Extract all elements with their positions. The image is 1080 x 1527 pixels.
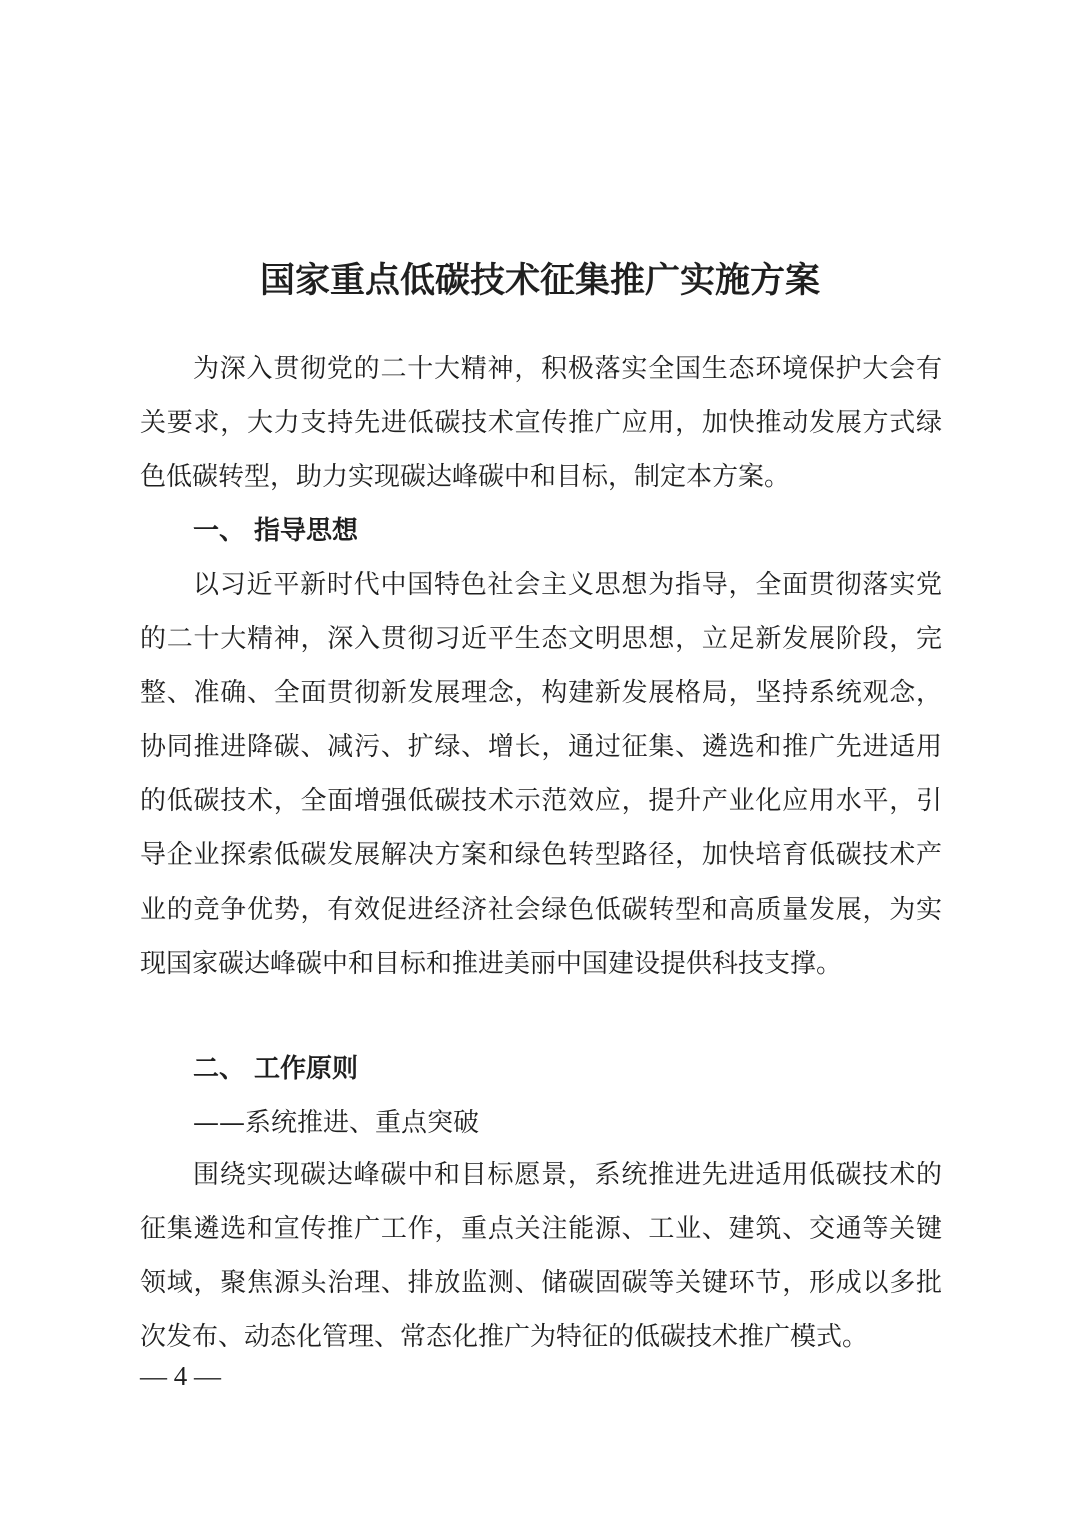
principle-heading: ——系统推进、重点突破 (193, 1108, 480, 1138)
section-heading-work-principles: 二、 工作原则 (193, 1054, 359, 1084)
guiding-ideology-paragraph: 以习近平新时代中国特色社会主义思想为指导，全面贯彻落实党的二十大精神，深入贯彻习近平生态文明思想，立足新发展阶段，完整、准确、全面贯彻新发展理念，构建新发展格局，坚持系统观念，协同推进降碳、减污、扩绿、增长，通过征集、遴选和推广先进适用的低碳技术，全面增强低碳技术示范效应，提升产业化应用水平，引导企业探索低碳发展解决方案和绿色转型路径，加快培育低碳技术产业的竞争优势，有效促进经济社会绿色低碳转型和高质量发展，为实现国家碳达峰碳中和目标和推进美丽中国建设提供科技支撑。 (140, 570, 942, 979)
section-heading-guiding-ideology: 一、 指导思想 (193, 516, 359, 546)
document-title: 国家重点低碳技术征集推广实施方案 (259, 260, 820, 302)
intro-paragraph: 为深入贯彻党的二十大精神，积极落实全国生态环境保护大会有关要求，大力支持先进低碳技术宣传推广应用，加快推动发展方式绿色低碳转型，助力实现碳达峰碳中和目标，制定本方案。 (140, 354, 942, 493)
page-number: — 4 — (140, 1361, 221, 1391)
work-principles-paragraph: 围绕实现碳达峰碳中和目标愿景，系统推进先进适用低碳技术的征集遴选和宣传推广工作，重点关注能源、工业、建筑、交通等关键领域，聚焦源头治理、排放监测、储碳固碳等关键环节，形成以多批次发布、动态化管理、常态化推广为特征的低碳技术推广模式。 (140, 1160, 942, 1353)
